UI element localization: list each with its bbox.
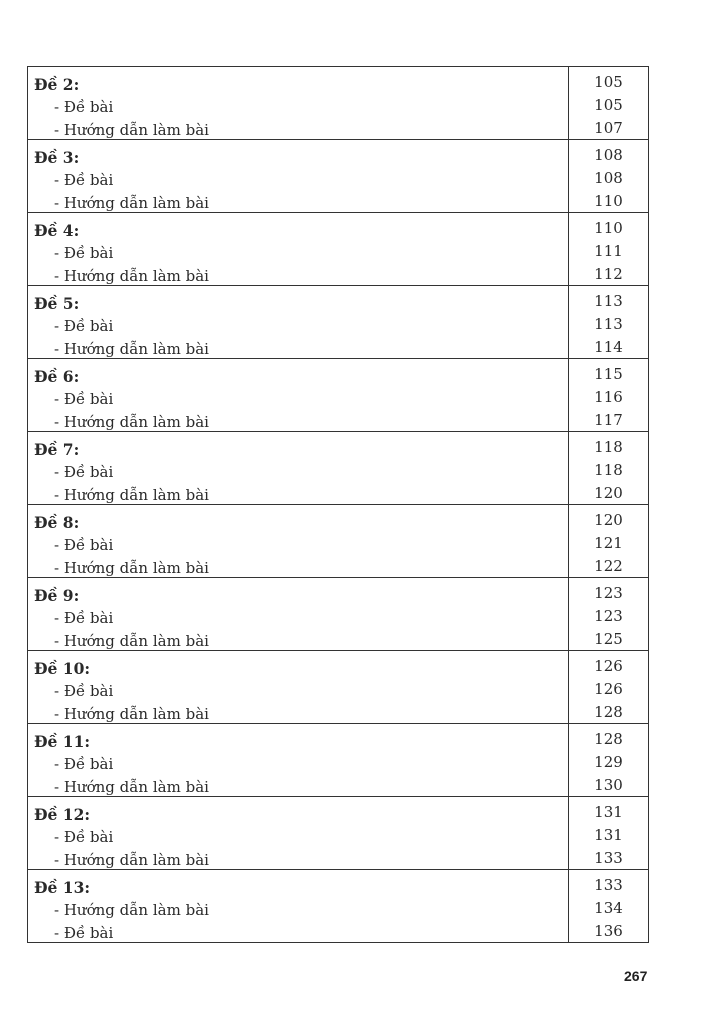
toc-page-number: 108: [594, 169, 623, 187]
toc-section-row: [28, 67, 648, 140]
toc-subitem: - Đề bài: [54, 536, 114, 554]
toc-subitem: - Hướng dẫn làm bài: [54, 267, 209, 285]
toc-subitem: - Đề bài: [54, 390, 114, 408]
toc-page-number: 111: [594, 242, 623, 260]
toc-page-number: 118: [594, 438, 623, 456]
toc-section-heading: Đề 5:: [34, 294, 80, 313]
toc-page-column: [568, 140, 648, 212]
toc-section-row: [28, 213, 648, 286]
toc-subitem: - Hướng dẫn làm bài: [54, 778, 209, 796]
table-of-contents: [27, 66, 649, 943]
toc-subitem: - Đề bài: [54, 682, 114, 700]
toc-page-column: [568, 797, 648, 869]
toc-subitem: - Hướng dẫn làm bài: [54, 486, 209, 504]
toc-page-number: 133: [594, 849, 623, 867]
toc-section-heading: Đề 10:: [34, 659, 91, 678]
toc-page-number: 105: [594, 73, 623, 91]
toc-subitem: - Đề bài: [54, 609, 114, 627]
toc-page-number: 129: [594, 753, 623, 771]
toc-subitem: - Đề bài: [54, 463, 114, 481]
toc-page-number: 105: [594, 96, 623, 114]
toc-page-column: [568, 359, 648, 431]
toc-section-row: [28, 286, 648, 359]
toc-subitem: - Đề bài: [54, 828, 114, 846]
toc-section-row: [28, 651, 648, 724]
toc-section-heading: Đề 3:: [34, 148, 80, 167]
toc-page-number: 122: [594, 557, 623, 575]
toc-section-heading: Đề 4:: [34, 221, 80, 240]
toc-section-row: [28, 140, 648, 213]
toc-subitem: - Đề bài: [54, 98, 114, 116]
toc-section-titles: [28, 359, 568, 431]
toc-section-row: [28, 432, 648, 505]
toc-subitem: - Hướng dẫn làm bài: [54, 901, 209, 919]
toc-page-number: 113: [594, 315, 623, 333]
toc-page-number: 116: [594, 388, 623, 406]
toc-subitem: - Hướng dẫn làm bài: [54, 705, 209, 723]
toc-page-number: 120: [594, 511, 623, 529]
toc-page-number: 110: [594, 219, 623, 237]
toc-section-titles: [28, 432, 568, 504]
toc-page-number: 121: [594, 534, 623, 552]
toc-page-column: [568, 651, 648, 723]
toc-page-number: 134: [594, 899, 623, 917]
toc-page-column: [568, 505, 648, 577]
toc-subitem: - Đề bài: [54, 317, 114, 335]
toc-section-heading: Đề 9:: [34, 586, 80, 605]
toc-section-heading: Đề 2:: [34, 75, 80, 94]
toc-subitem: - Đề bài: [54, 924, 114, 942]
toc-page-column: [568, 870, 648, 942]
toc-section-heading: Đề 6:: [34, 367, 80, 386]
toc-section-titles: [28, 651, 568, 723]
toc-subitem: - Hướng dẫn làm bài: [54, 559, 209, 577]
toc-section-titles: [28, 797, 568, 869]
toc-page-number: 107: [594, 119, 623, 137]
toc-page-number: 112: [594, 265, 623, 283]
toc-section-row: [28, 870, 648, 943]
toc-section-row: [28, 578, 648, 651]
toc-page-number: 126: [594, 657, 623, 675]
toc-page-number: 133: [594, 876, 623, 894]
toc-section-titles: [28, 870, 568, 942]
toc-subitem: - Hướng dẫn làm bài: [54, 340, 209, 358]
toc-section-titles: [28, 213, 568, 285]
toc-page-number: 126: [594, 680, 623, 698]
toc-page-number: 115: [594, 365, 623, 383]
toc-section-titles: [28, 140, 568, 212]
toc-page-number: 120: [594, 484, 623, 502]
toc-section-titles: [28, 578, 568, 650]
toc-section-heading: Đề 8:: [34, 513, 80, 532]
toc-section-row: [28, 505, 648, 578]
toc-section-row: [28, 797, 648, 870]
toc-page-number: 114: [594, 338, 623, 356]
toc-subitem: - Đề bài: [54, 244, 114, 262]
toc-section-heading: Đề 7:: [34, 440, 80, 459]
toc-page-number: 108: [594, 146, 623, 164]
toc-page-column: [568, 286, 648, 358]
toc-page-number: 131: [594, 803, 623, 821]
toc-subitem: - Đề bài: [54, 755, 114, 773]
toc-page-number: 125: [594, 630, 623, 648]
toc-subitem: - Hướng dẫn làm bài: [54, 413, 209, 431]
toc-section-heading: Đề 13:: [34, 878, 91, 897]
toc-section-titles: [28, 67, 568, 139]
toc-section-heading: Đề 12:: [34, 805, 91, 824]
toc-page-number: 130: [594, 776, 623, 794]
toc-subitem: - Hướng dẫn làm bài: [54, 194, 209, 212]
toc-page-column: [568, 213, 648, 285]
toc-subitem: - Đề bài: [54, 171, 114, 189]
toc-page-number: 131: [594, 826, 623, 844]
toc-subitem: - Hướng dẫn làm bài: [54, 632, 209, 650]
toc-section-row: [28, 724, 648, 797]
toc-section-titles: [28, 286, 568, 358]
toc-section-row: [28, 359, 648, 432]
toc-page-column: [568, 67, 648, 139]
page-number: 267: [624, 968, 648, 984]
toc-page-number: 123: [594, 607, 623, 625]
toc-subitem: - Hướng dẫn làm bài: [54, 851, 209, 869]
toc-page-number: 123: [594, 584, 623, 602]
toc-section-titles: [28, 724, 568, 796]
toc-section-heading: Đề 11:: [34, 732, 91, 751]
toc-page-column: [568, 724, 648, 796]
toc-subitem: - Hướng dẫn làm bài: [54, 121, 209, 139]
toc-section-titles: [28, 505, 568, 577]
toc-page-number: 118: [594, 461, 623, 479]
toc-page-number: 136: [594, 922, 623, 940]
toc-page-column: [568, 578, 648, 650]
toc-page-number: 113: [594, 292, 623, 310]
toc-page-number: 117: [594, 411, 623, 429]
toc-page-number: 128: [594, 730, 623, 748]
toc-page-number: 128: [594, 703, 623, 721]
toc-page-column: [568, 432, 648, 504]
toc-page-number: 110: [594, 192, 623, 210]
